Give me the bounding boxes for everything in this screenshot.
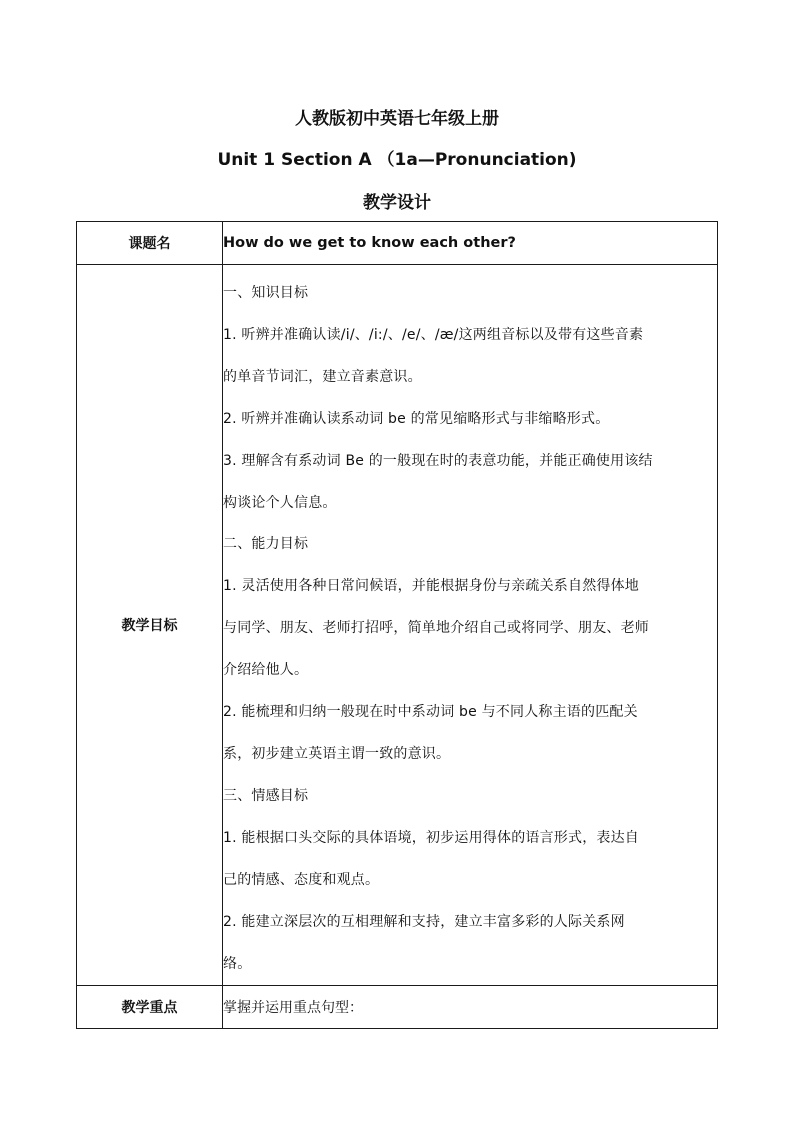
lesson-plan-table (76, 221, 718, 1029)
table-row-key-points (77, 986, 718, 1029)
key-points-value: 掌握并运用重点句型： (223, 986, 718, 1029)
table-row-topic (77, 222, 718, 265)
objectives-line: 三、情感目标 (223, 787, 309, 804)
objectives-content (223, 265, 718, 986)
document-subtitle: Unit 1 Section A （1a—Pronunciation) (217, 150, 577, 170)
objectives-line: 1. 听辨并准确认读/i/、/i:/、/e/、/æ/这两组音标以及带有这些音素 (223, 326, 644, 343)
topic-value: How do we get to know each other? (223, 222, 718, 265)
objectives-line: 介绍给他人。 (223, 662, 309, 679)
objectives-line: 一、知识目标 (223, 285, 309, 301)
objectives-line: 2. 听辨并准确认读系动词 be 的常见缩略形式与非缩略形式。 (223, 410, 610, 427)
objectives-line: 己的情感、态度和观点。 (223, 871, 380, 888)
topic-label: 课题名 (77, 222, 223, 265)
objectives-line: 的单音节词汇，建立音素意识。 (223, 368, 422, 385)
objectives-line: 系，初步建立英语主谓一致的意识。 (223, 745, 451, 762)
key-points-label: 教学重点 (77, 986, 223, 1029)
objectives-line: 1. 能根据口头交际的具体语境，初步运用得体的语言形式，表达自 (223, 829, 640, 846)
objectives-line: 二、能力目标 (223, 536, 309, 553)
objectives-line: 2. 能建立深层次的互相理解和支持，建立丰富多彩的人际关系网 (223, 913, 625, 930)
objectives-line: 3. 理解含有系动词 Be 的一般现在时的表意功能，并能正确使用该结 (223, 452, 653, 469)
objectives-line: 2. 能梳理和归纳一般现在时中系动词 be 与不同人称主语的匹配关 (223, 704, 638, 721)
document-title: 人教版初中英语七年级上册 (295, 109, 499, 129)
objectives-line: 构谈论个人信息。 (223, 494, 337, 511)
objectives-line: 与同学、朋友、老师打招呼，简单地介绍自己或将同学、朋友、老师 (223, 620, 649, 637)
objectives-label: 教学目标 (77, 265, 223, 986)
objectives-line: 络。 (223, 955, 252, 972)
table-row-objectives (77, 265, 718, 986)
document-heading: 教学设计 (363, 193, 431, 213)
objectives-line: 1. 灵活使用各种日常问候语，并能根据身份与亲疏关系自然得体地 (223, 578, 640, 595)
